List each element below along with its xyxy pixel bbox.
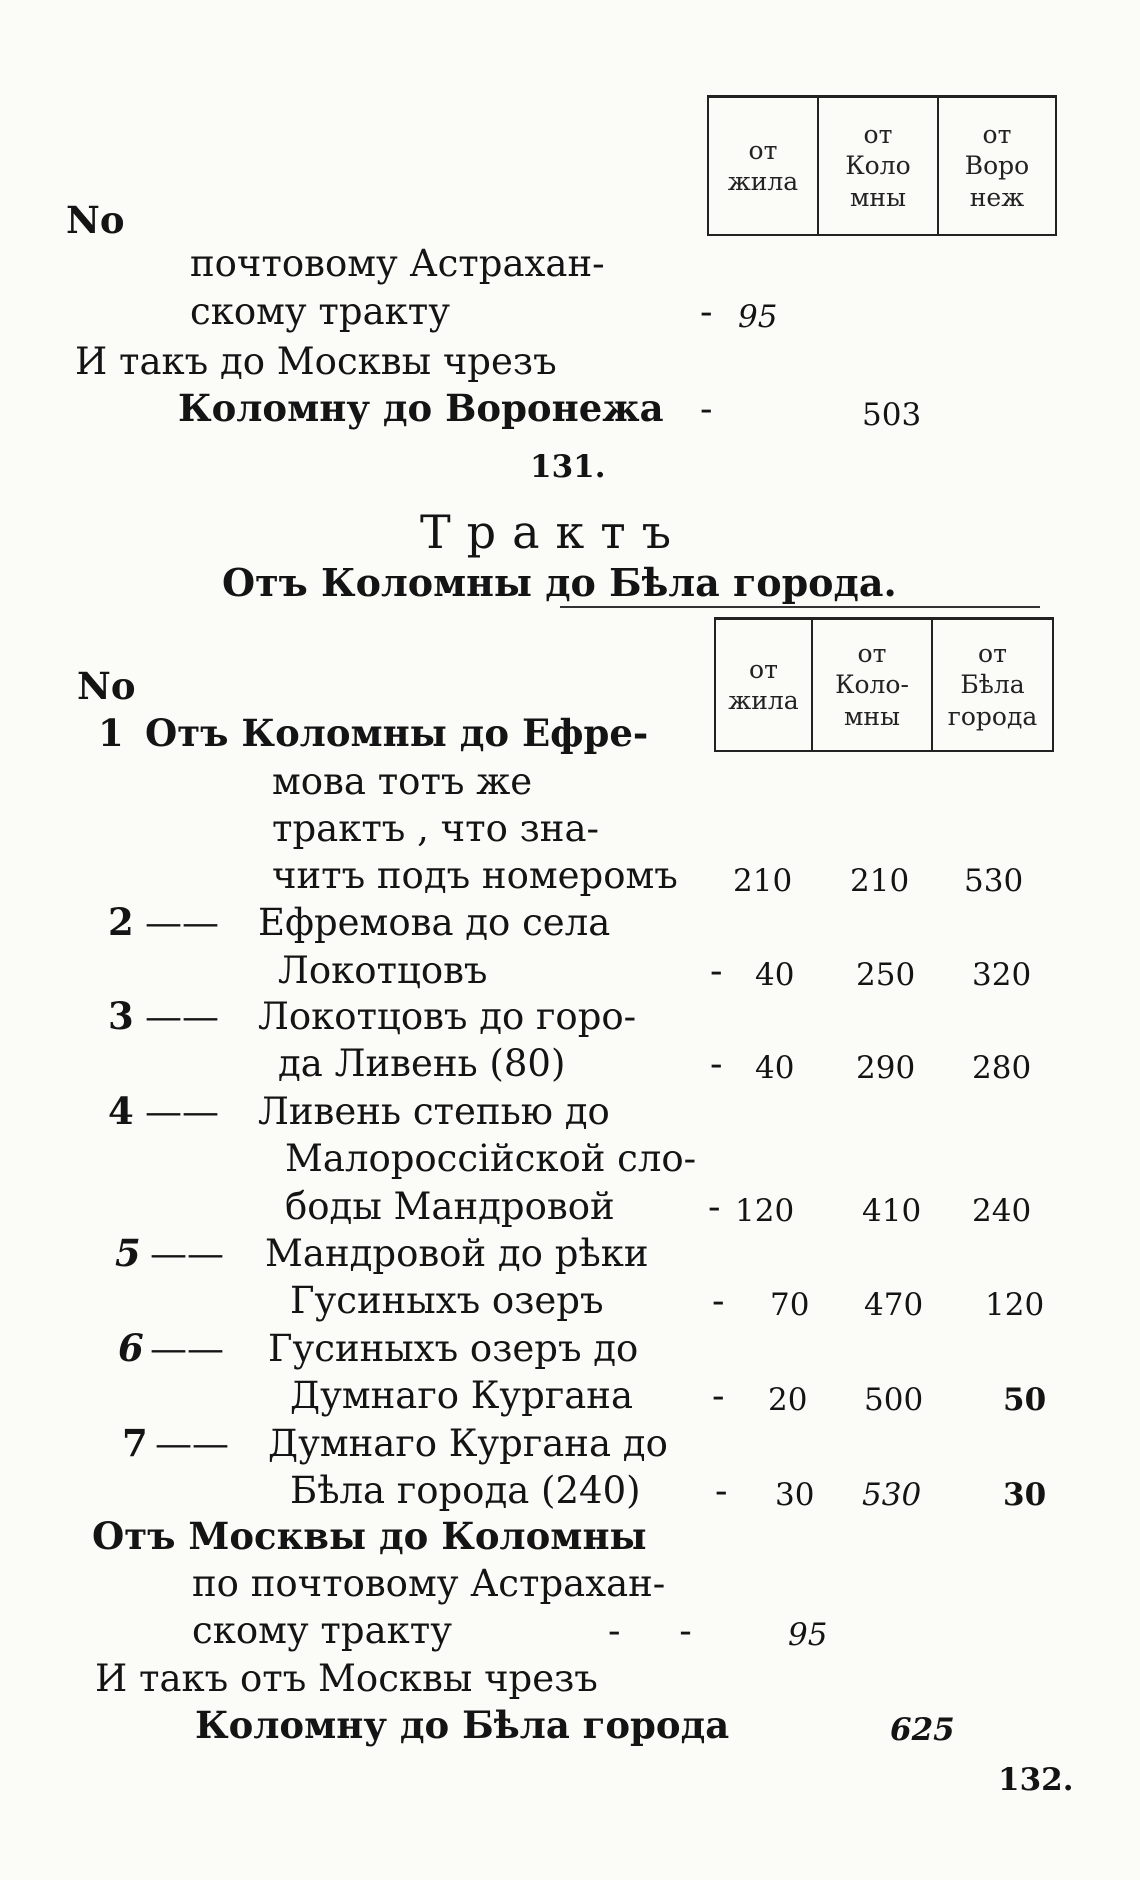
- value-from-start: 40: [755, 1050, 795, 1086]
- dash: - -: [608, 1609, 692, 1652]
- value-from-bela-goroda: 530: [964, 863, 1024, 899]
- col-header-text: от: [863, 120, 893, 150]
- route-line: боды Мандровой: [285, 1185, 615, 1228]
- column-header-table-2: [714, 617, 1054, 752]
- text-line: Коломну до Воронежа: [178, 386, 664, 430]
- value-from-bela-goroda: 50: [1003, 1382, 1047, 1418]
- text-line: скому тракту: [192, 1609, 453, 1652]
- col-header-from-kolomna: [811, 620, 931, 750]
- route-line: мова тотъ же: [272, 760, 533, 803]
- col-header-text: от: [748, 135, 778, 165]
- route-line: да Ливень (80): [278, 1042, 566, 1085]
- value-from-kolomna: 250: [856, 957, 916, 993]
- column-header-table-1: [707, 95, 1057, 236]
- route-line: Думнаго Кургана до: [268, 1422, 668, 1465]
- value-from-kolomna: 500: [864, 1382, 924, 1418]
- route-line: Локотцовъ: [278, 949, 488, 992]
- dash: -: [715, 1469, 728, 1512]
- row-dash: ——: [145, 995, 219, 1038]
- title-rule: [560, 606, 1040, 608]
- col-header-from-start: [716, 620, 811, 750]
- col-header-text: Бѣла: [960, 670, 1025, 700]
- col-header-from-bela-goroda: [931, 620, 1052, 750]
- value-from-kolomna: 530: [862, 1477, 922, 1513]
- distance-value: 95: [738, 299, 778, 335]
- value-from-bela-goroda: 280: [972, 1050, 1032, 1086]
- route-line: читъ подъ номеромъ: [272, 854, 678, 897]
- text-line: по почтовому Астрахан-: [192, 1562, 666, 1605]
- row-dash: ——: [145, 901, 219, 944]
- distance-value: 503: [862, 397, 922, 433]
- value-from-start: 210: [733, 863, 793, 899]
- value-from-bela-goroda: 30: [1003, 1477, 1047, 1513]
- value-from-start: 40: [755, 957, 795, 993]
- dash: -: [712, 1374, 725, 1417]
- route-line: Локотцовъ до горо-: [258, 995, 637, 1038]
- number-label: No: [66, 198, 125, 242]
- text-line: Отъ Москвы до Коломны: [92, 1514, 647, 1558]
- section-title: Трактъ: [420, 505, 688, 559]
- value-from-start: 20: [768, 1382, 808, 1418]
- route-line: Малороссійской сло-: [285, 1137, 697, 1180]
- row-number: 7: [122, 1421, 148, 1465]
- route-line: Гусиныхъ озеръ: [290, 1279, 604, 1322]
- col-header-text: Коло-: [835, 670, 909, 700]
- dash: -: [700, 387, 713, 430]
- col-header-text: мны: [843, 701, 900, 731]
- row-number: 2: [108, 900, 134, 944]
- row-dash: ——: [150, 1327, 224, 1370]
- distance-value: 625: [890, 1712, 955, 1748]
- value-from-bela-goroda: 120: [985, 1287, 1045, 1323]
- route-line: Ефремова до села: [258, 901, 611, 944]
- text-line: И такъ отъ Москвы чрезъ: [95, 1657, 598, 1700]
- section-subtitle: Отъ Коломны до Бѣла города.: [222, 560, 897, 605]
- dash: -: [710, 1042, 723, 1085]
- row-dash: ——: [155, 1422, 229, 1465]
- route-line: Гусиныхъ озеръ до: [268, 1327, 639, 1370]
- value-from-kolomna: 290: [856, 1050, 916, 1086]
- value-from-start: 70: [770, 1287, 810, 1323]
- row-number: 4: [108, 1089, 134, 1133]
- route-line: Бѣла города (240): [290, 1469, 641, 1512]
- row-number: 6: [118, 1326, 144, 1370]
- col-header-text: Воро: [964, 151, 1030, 181]
- row-number: 1: [98, 711, 124, 755]
- text-line: скому тракту: [190, 290, 451, 333]
- route-line: Отъ Коломны до Ефре-: [145, 711, 649, 755]
- col-header-text: жила: [727, 167, 799, 196]
- row-number: 3: [108, 994, 134, 1038]
- col-header-text: от: [982, 120, 1012, 150]
- route-line: Мандровой до рѣки: [265, 1232, 649, 1275]
- value-from-kolomna: 410: [862, 1193, 922, 1229]
- section-number: 131.: [530, 449, 606, 485]
- col-header-from-voronezh: [937, 98, 1055, 234]
- col-header-from-start: [709, 98, 817, 234]
- dash: -: [700, 290, 713, 333]
- col-header-text: от: [857, 639, 887, 669]
- text-line: Коломну до Бѣла города: [195, 1703, 730, 1747]
- col-header-from-kolomna: [817, 98, 937, 234]
- value-from-start: 120: [735, 1193, 795, 1229]
- col-header-text: неж: [969, 182, 1025, 212]
- row-dash: ——: [145, 1090, 219, 1133]
- value-from-kolomna: 210: [850, 863, 910, 899]
- text-line: почтовому Астрахан-: [190, 242, 605, 285]
- text-line: И такъ до Москвы чрезъ: [75, 340, 557, 383]
- value-from-kolomna: 470: [864, 1287, 924, 1323]
- number-label: No: [77, 664, 136, 708]
- col-header-text: от: [978, 639, 1007, 669]
- value-from-bela-goroda: 320: [972, 957, 1032, 993]
- col-header-text: Коло: [845, 151, 911, 181]
- route-line: Думнаго Кургана: [290, 1374, 634, 1417]
- route-line: трактъ , что зна-: [272, 807, 600, 850]
- value-from-start: 30: [775, 1477, 815, 1513]
- page-catchword: 132.: [998, 1762, 1074, 1798]
- dash: -: [708, 1185, 721, 1228]
- col-header-text: мны: [849, 182, 906, 212]
- value-from-bela-goroda: 240: [972, 1193, 1032, 1229]
- col-header-text: города: [947, 701, 1038, 731]
- row-number: 5: [115, 1231, 141, 1275]
- row-dash: ——: [150, 1232, 224, 1275]
- col-header-text: от: [749, 654, 778, 684]
- distance-value: 95: [788, 1617, 828, 1653]
- dash: -: [712, 1279, 725, 1322]
- route-line: Ливень степью до: [258, 1090, 610, 1133]
- dash: -: [710, 949, 723, 992]
- col-header-text: жила: [728, 686, 799, 715]
